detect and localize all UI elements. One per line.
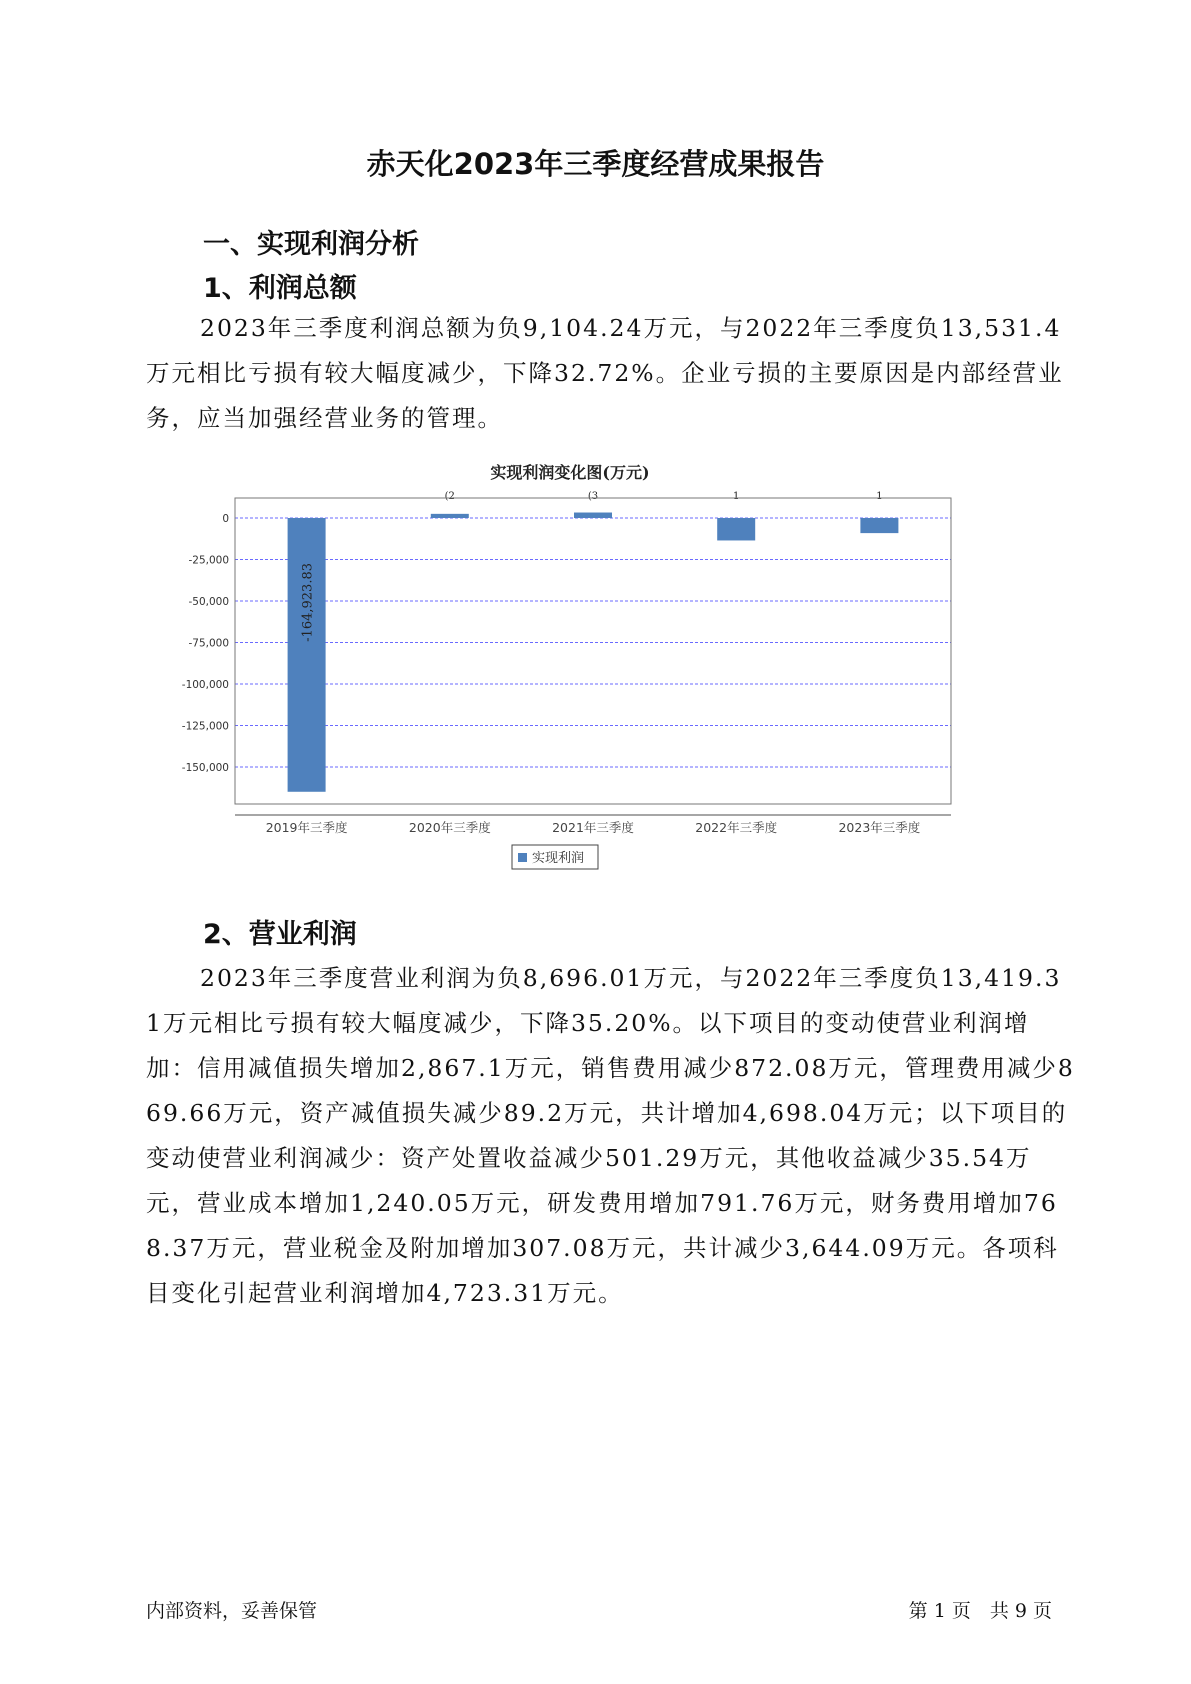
x-category-label: 2022年三季度 [695,820,778,835]
section-heading: 一、实现利润分析 [203,229,419,260]
profit-bar-chart [160,463,1020,940]
subsection-heading-profit-total: 1、利润总额 [203,273,357,304]
y-tick-label: -50,000 [188,596,229,608]
footer-confidential-note: 内部资料，妥善保管 [146,1600,318,1622]
y-tick-label: -100,000 [181,679,229,691]
y-tick-label: -25,000 [188,554,229,567]
data-label: (3 [587,491,599,502]
x-category-label: 2021年三季度 [552,820,634,835]
x-category-label: 2019年三季度 [265,820,348,835]
paragraph-profit-total: 2023年三季度利润总额为负9,104.24万元，与2022年三季度负13,531.4万元相比亏损有较大幅度减少，下降32.72%。企业亏损的主要原因是内部经营业务，应当加强经营业务的管理。 [146,314,1064,432]
legend-swatch [518,853,527,862]
bar [574,513,612,518]
legend-label: 实现利润 [532,851,585,866]
data-label: -164,923.83 [300,563,316,642]
bar [431,514,469,518]
document-title: 赤天化2023年三季度经营成果报告 [366,147,825,181]
chart-legend [512,845,598,869]
footer-page-number: 第 1 页 共 9 页 [908,1600,1052,1622]
x-axis-categories [266,820,921,835]
data-label: 1 [876,491,883,502]
chart-gridlines [235,518,951,767]
bar [860,518,898,533]
chart-bars [288,513,899,792]
y-tick-label: -125,000 [181,720,229,733]
plot-frame [235,498,951,804]
x-category-label: 2020年三季度 [408,820,491,835]
bar [717,518,755,540]
paragraph-operating-profit: 2023年三季度营业利润为负8,696.01万元，与2022年三季度负13,419.31万元相比亏损有较大幅度减少，下降35.20%。以下项目的变动使营业利润增加：信用减值损失增加2,867.1万元，销售费用减少872.08万元，管理费用减少869.66万元，资产减值损失减少89.2万元，共计增加4,698.04万元；以下项目的变动使营业利润减少：资产处置收益减少501.29万元，其他收益减少35.54万元，营业成本增加1,240.05万元，研发费用增加791.76万元，财务费用增加768.37万元，营业税金及附加增加307.08万元，共计减少3,644.09万元。各项科目变化引起营业利润增加4,723.31万元。 [146,964,1075,1307]
y-tick-label: -75,000 [188,637,229,650]
y-tick-label: -150,000 [181,762,229,774]
y-axis-ticks [182,513,229,774]
data-label: 1 [733,491,740,502]
chart-title: 实现利润变化图(万元) [490,463,650,482]
bar [288,518,326,792]
subsection-heading-operating-profit: 2、营业利润 [203,919,357,950]
y-tick-label: 0 [222,513,229,525]
x-category-label: 2023年三季度 [838,820,921,835]
data-label: (2 [444,491,455,502]
